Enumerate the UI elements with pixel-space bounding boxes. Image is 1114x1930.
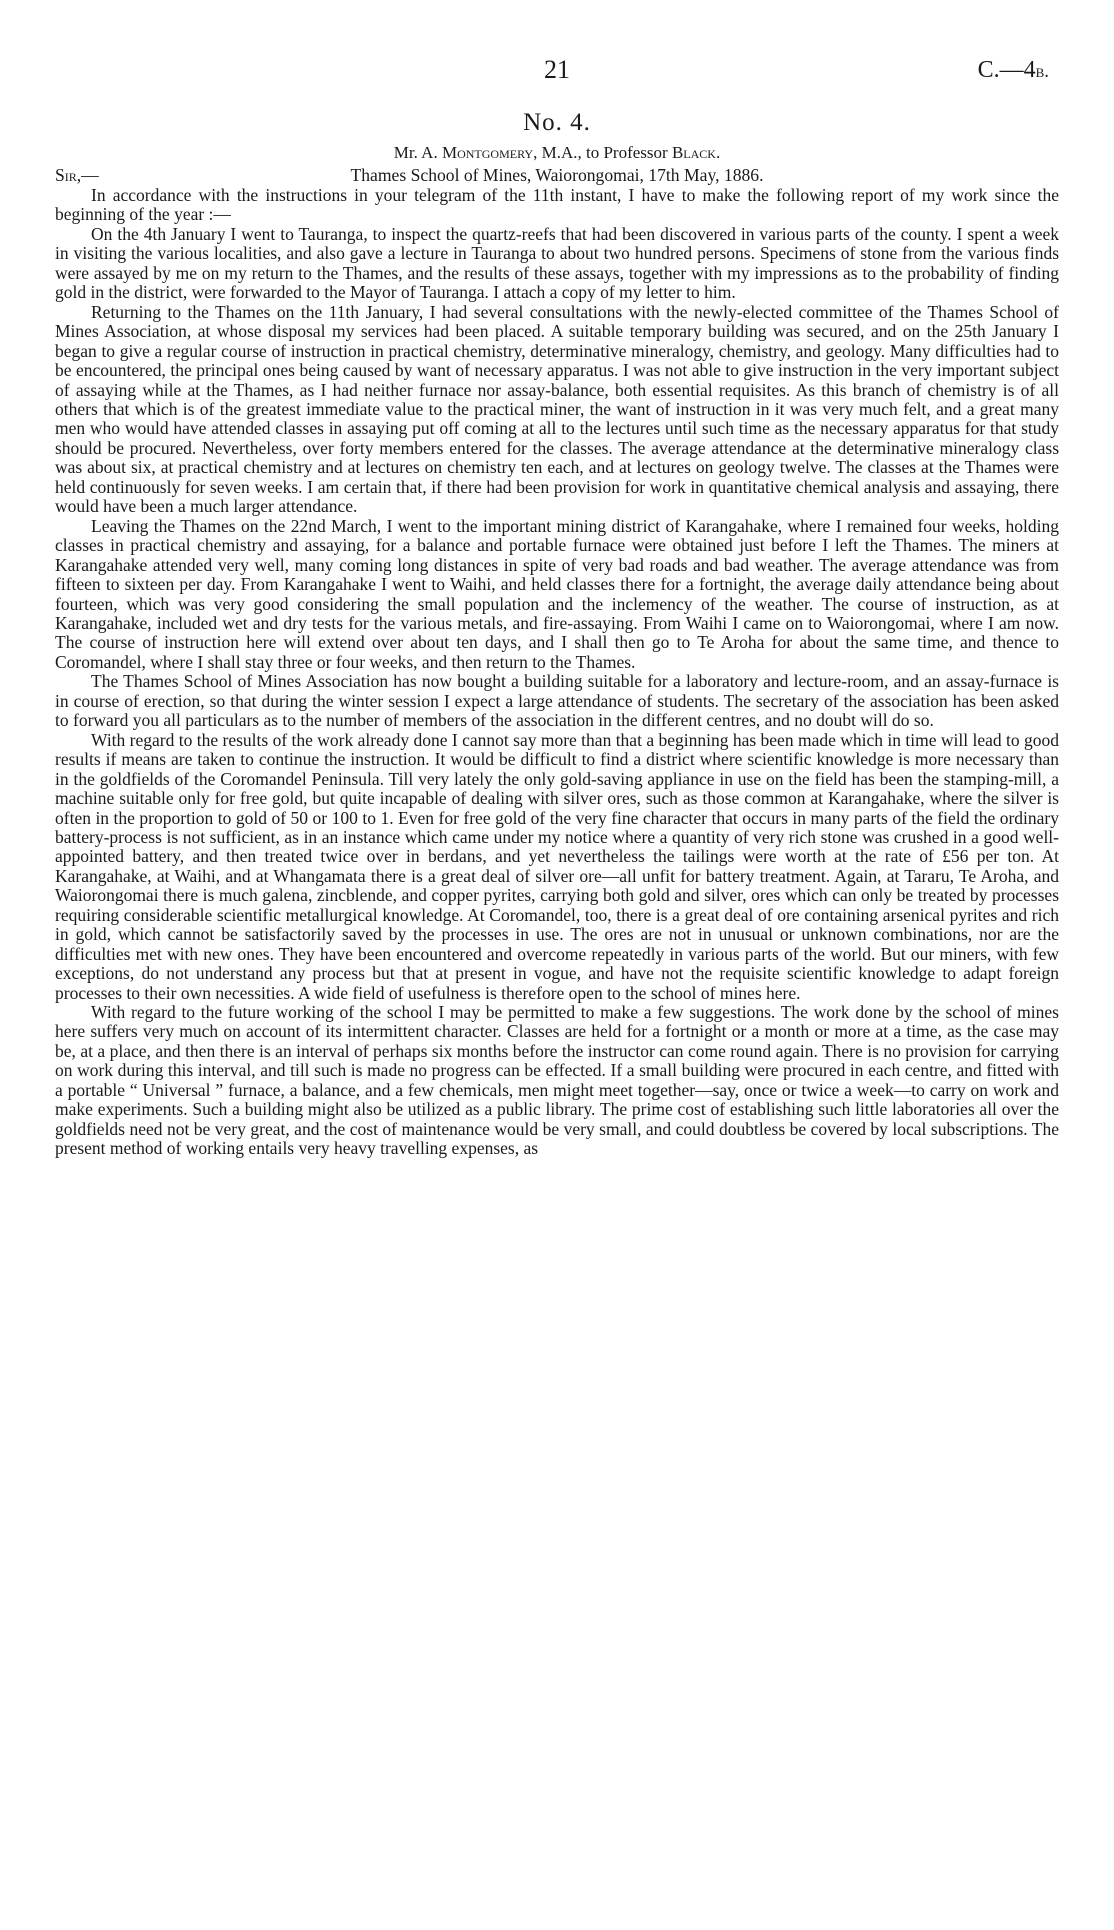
document-reference	[978, 57, 1049, 84]
doc-ref-main: C.—4	[977, 57, 1036, 83]
letter-body	[55, 108, 1059, 1159]
doc-ref-suffix: b.	[1035, 61, 1049, 82]
salutation: Sir,—	[55, 165, 99, 185]
page-number: 21	[544, 55, 570, 84]
sender-mid: , M.A., to Professor	[533, 143, 672, 162]
paragraph: Returning to the Thames on the 11th January, I had several consultations with the newly-elected committee of the Thames School of Mines Association, at whose disposal my services had been placed. A suitable temporary building was secured, and on the 25th January I began to give a regular course of instruction in practical chemistry, determinative mineralogy, chemistry, and geology. Many difficulties had to be encountered, the principal ones being caused by want of necessary apparatus. I was not able to give instruction in the very important subject of assaying while at the Thames, as I had neither furnace nor assay-balance, both essential requisites. As this branch of chemistry is of all others that which is of the greatest immediate value to the practical miner, the want of instruction in it was very much felt, and a great many men who would have attended classes in assaying put off coming at all to the lectures until such time as the necessary apparatus for that study should be procured. Nevertheless, over forty members entered for the classes. The average attendance at the determinative mineralogy class was about six, at practical chemistry and at lectures on chemistry ten each, and at lectures on geology twelve. The classes at the Thames were held continuously for seven weeks. I am certain that, if there had been provision for work in quantitative chemical analysis and assaying, there would have been a much larger attendance.	[55, 301, 1059, 517]
page-header	[55, 55, 1059, 95]
paragraph: With regard to the future working of the school I may be permitted to make a few suggestions. The work done by the school of mines here suffers very much on account of its intermittent character. Classes are held for a fortnight or a month or more at a time, as the case may be, at a place, and then there is an interval of perhaps six months before the instructor can come round again. There is no provision for carrying on work during this interval, and till such is made no progress can be effected. If a small building were procured in each centre, and fitted with a portable “ Universal ” furnace, a balance, and a few chemicals, men might meet together—say, once or twice a week—to carry on work and make experiments. Such a building might also be utilized as a public library. The prime cost of establishing such little laboratories all over the goldfields need not be very great, and the cost of maintenance would be very small, and could doubtless be covered by local subscriptions. The present method of working entails very heavy travelling expenses, as	[55, 1002, 1059, 1159]
paragraph: On the 4th January I went to Tauranga, to inspect the quartz-reefs that had been discovered in various parts of the county. I spent a week in visiting the various localities, and also gave a lecture in Tauranga to about two hundred persons. Specimens of stone from the various finds were assayed by me on my return to the Thames, and the results of these assays, together with my impressions as to the probability of finding gold in the district, were forwarded to the Mayor of Tauranga. I attach a copy of my letter to him.	[55, 223, 1059, 303]
sender-name: Montgomery	[441, 143, 534, 162]
dateline: Thames School of Mines, Waiorongomai, 17th May, 1886.	[350, 165, 764, 185]
paragraph: Leaving the Thames on the 22nd March, I went to the important mining district of Karangahake, where I remained four weeks, holding classes in practical chemistry and assaying, for a balance and portable furnace were obtained just before I left the Thames. The miners at Karangahake attended very well, many coming long distances in spite of very bad roads and bad weather. The average attendance was from fifteen to sixteen per day. From Karangahake I went to Waihi, and held classes there for a fortnight, the average daily attendance being about fourteen, which was very good considering the small population and the inclemency of the weather. The course of instruction, as at Karangahake, included wet and dry tests for the various metals, and fire-assaying. From Waihi I came on to Waiorongomai, where I am now. The course of instruction here will extend over about ten days, and I shall then go to Te Aroha for about the same time, and thence to Coromandel, where I shall stay three or four weeks, and then return to the Thames.	[55, 515, 1059, 672]
paragraph: With regard to the results of the work already done I cannot say more than that a beginning has been made which in time will lead to good results if means are taken to continue the instruction. It would be difficult to find a district where scientific knowledge is more necessary than in the goldfields of the Coromandel Peninsula. Till very lately the only gold-saving appliance in use on the field has been the stamping-mill, a machine suitable only for free gold, but quite incapable of dealing with silver ores, such as those common at Karangahake, where the silver is often in the proportion to gold of 50 or 100 to 1. Even for free gold of the very fine character that occurs in many parts of the field the ordinary battery-process is not sufficient, as in an instance which came under my notice where a quantity of very rich stone was crushed in a good well-appointed battery, and then treated twice over in berdans, and yet nevertheless the tailings were worth at the rate of £56 per ton. At Karangahake, at Waihi, and at Whangamata there is a great deal of silver ore—all unfit for battery treatment. Again, at Tararu, Te Aroha, and Waiorongomai there is much galena, zincblende, and copper pyrites, carrying both gold and silver, ores which can only be treated by processes requiring considerable scientific metallurgical knowledge. At Coromandel, too, there is a great deal of ore containing arsenical pyrites and rich in gold, which cannot be satisfactorily saved by the processes in use. The ores are not in unusual or unknown combinations, nor are the difficulties met with new ones. They have been encountered and overcome repeatedly in various parts of the world. But our miners, with few exceptions, do not understand any process but that at present in vogue, and have not the requisite scientific knowledge to adapt foreign processes to their own necessities. A wide field of usefulness is therefore open to the school of mines here.	[55, 729, 1059, 1003]
letter-heading	[55, 142, 1059, 164]
paragraph: In accordance with the instructions in your telegram of the 11th instant, I have to make the following report of my work since the beginning of the year :—	[55, 185, 1059, 225]
letter-number: No. 4.	[523, 109, 591, 136]
salutation-row	[55, 164, 1059, 186]
paragraph: The Thames School of Mines Association has now bought a building suitable for a laboratory and lecture-room, and an assay-furnace is in course of erection, so that during the winter session I expect a large attendance of students. The secretary of the association has been asked to forward you all particulars as to the number of members of the association in the different centres, and no doubt will do so.	[55, 671, 1059, 731]
sender-prefix: Mr. A.	[393, 143, 442, 162]
recipient-name: Black	[671, 143, 716, 162]
sender-suffix: .	[715, 143, 721, 162]
